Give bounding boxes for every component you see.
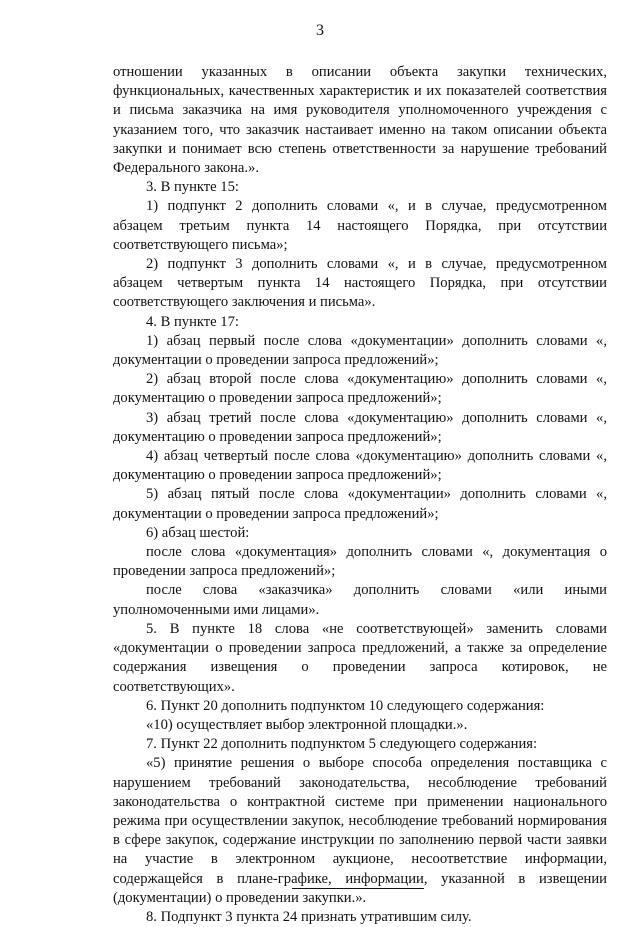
paragraph: 2) подпункт 3 дополнить словами «, и в случае, предусмотренном абзацем четвертым пункта 14 настоящего Порядка, при отсутствии соответствующего заключения и письма». — [113, 256, 607, 311]
paragraph: 6. Пункт 20 дополнить подпунктом 10 следующего содержания: — [146, 697, 545, 714]
paragraph: 4. В пункте 17: — [146, 313, 239, 330]
end-separator-line — [292, 888, 424, 889]
paragraph: 8. Подпункт 3 пункта 24 признать утратившим силу. — [146, 908, 472, 925]
paragraph: 6) абзац шестой: — [146, 524, 250, 541]
paragraph: «10) осуществляет выбор электронной площадки.». — [146, 716, 468, 733]
paragraph: 1) подпункт 2 дополнить словами «, и в случае, предусмотренном абзацем третьим пункта 14 настоящего Порядка, при отсутствии соответствующего письма»; — [113, 198, 607, 253]
page-number: 3 — [316, 22, 324, 39]
document-body — [113, 63, 607, 927]
paragraph: 2) абзац второй после слова «документацию» дополнить словами «, документацию о проведении запроса предложений»; — [113, 371, 607, 407]
paragraph: после слова «заказчика» дополнить словами «или иными уполномоченными ими лицами». — [113, 582, 607, 618]
paragraph: 3) абзац третий после слова «документацию» дополнить словами «, документацию о проведении запроса предложений»; — [113, 409, 607, 445]
paragraph: «5) принятие решения о выборе способа определения поставщика с нарушением требований законодательства, несоблюдение требований законодательства о контрактной системе при применении национального режима при осуществлении закупок, несоблюдение требований нормирования в сфере закупок, содержание инструкции по заполнению первой части заявки на участие в электронном аукционе, несоответствие информации, содержащейся в плане-графике, информации, указанной в извещении (документации) о проведении закупки.». — [113, 755, 607, 906]
paragraph: 5. В пункте 18 слова «не соответствующей» заменить словами «документации о проведении запроса предложений, а также за определение содержания извещения о проведении запроса котировок, не соответствующих». — [113, 620, 607, 695]
paragraph: 5) абзац пятый после слова «документации» дополнить словами «, документации о проведении запроса предложений»; — [113, 486, 607, 522]
paragraph: 3. В пункте 15: — [146, 179, 239, 196]
paragraph: 7. Пункт 22 дополнить подпунктом 5 следующего содержания: — [146, 736, 538, 753]
paragraph: после слова «документация» дополнить словами «, документация о проведении запроса предложений»; — [113, 544, 607, 580]
paragraph: отношении указанных в описании объекта закупки технических, функциональных, качественных характеристик и их показателей соответствия и письма заказчика на имя руководителя уполномоченного учреждения с указанием того, что заказчик настаивает именно на таком описании объекта закупки и понимает всю степень ответственности за нарушение требований Федерального закона.». — [113, 64, 607, 177]
paragraph: 1) абзац первый после слова «документации» дополнить словами «, документации о проведении запроса предложений»; — [113, 332, 607, 369]
paragraph: 4) абзац четвертый после слова «документацию» дополнить словами «, документацию о проведении запроса предложений»; — [113, 448, 607, 484]
